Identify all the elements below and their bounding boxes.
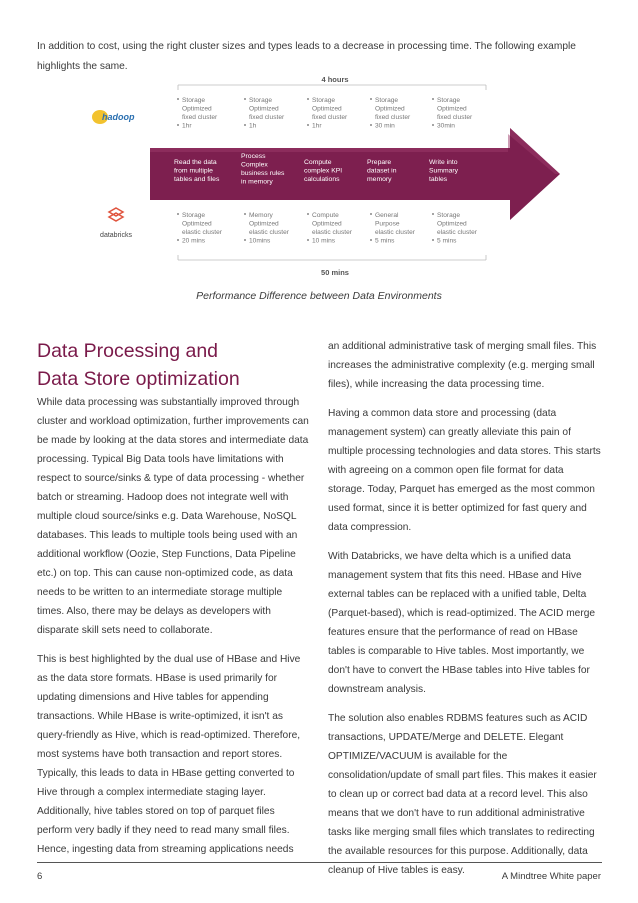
figure-caption: Performance Difference between Data Environments <box>196 290 442 302</box>
top-bullet-line: Storage <box>375 97 399 104</box>
databricks-stack-icon-2 <box>109 213 123 221</box>
bottom-bullet-dot <box>244 213 246 215</box>
performance-diagram <box>90 74 560 284</box>
bottom-bullet-dot <box>432 239 434 241</box>
section-heading <box>37 337 240 393</box>
bottom-bullet-dot <box>370 239 372 241</box>
bottom-bullet-line: elastic cluster <box>182 229 222 236</box>
process-step-line: Prepare <box>367 159 392 166</box>
process-step-line: memory <box>367 176 392 183</box>
top-bullet-dot <box>177 124 179 126</box>
top-bullet-line: Optimized <box>182 105 212 113</box>
right-column <box>328 337 603 890</box>
process-step-line: business rules <box>241 170 285 177</box>
process-step-line: Complex <box>241 161 268 169</box>
bottom-bullet-line: Optimized <box>249 220 279 228</box>
top-total-label: 4 hours <box>321 75 349 84</box>
top-bullet-dot <box>432 98 434 100</box>
process-step-line: from multiple <box>174 167 213 175</box>
databricks-logo-text: databricks <box>100 232 132 239</box>
bottom-bullet-line: elastic cluster <box>312 229 352 236</box>
top-bullet-line: 1hr <box>182 122 192 130</box>
body-paragraph: Having a common data store and processing (data management system) can greatly alleviate this pain of multiple processing technologies and data stores. This starts with agreeing on a common open file format for data storage. Today, Parquet has emerged as the most common used format, since it is better optimized for fast query and data compression. <box>328 408 601 533</box>
top-bullet-line: 30min <box>437 122 455 130</box>
top-bullet-line: Storage <box>312 97 336 104</box>
body-paragraph: an additional administrative task of merging small files. This increases the administrative complexity (e.g. merging small files), while increasing the data processing time. <box>328 341 597 390</box>
process-step-line: in memory <box>241 178 273 186</box>
bottom-bullet-line: Purpose <box>375 220 400 228</box>
intro-paragraph: In addition to cost, using the right cluster sizes and types leads to a decrease in processing time. The following example highlights the same. <box>37 41 576 72</box>
top-bullet-line: Optimized <box>312 105 342 113</box>
bottom-bullet-line: Storage <box>182 212 206 219</box>
top-bullet-dot <box>307 124 309 126</box>
process-step-line: Process <box>241 153 266 160</box>
bottom-bullet-line: Compute <box>312 212 339 219</box>
process-step-line: tables <box>429 176 448 183</box>
bottom-bullet-line: Optimized <box>437 220 467 228</box>
bottom-bullet-line: Optimized <box>182 220 212 228</box>
process-step-line: calculations <box>304 176 340 183</box>
bottom-bullet-dot <box>244 239 246 241</box>
process-step-line: Write into <box>429 159 458 166</box>
bottom-bullet-line: elastic cluster <box>375 229 415 236</box>
top-bullet-dot <box>370 124 372 126</box>
bottom-bullet-line: 20 mins <box>182 237 206 245</box>
top-bullet-line: 30 min <box>375 122 395 130</box>
top-bullet-line: fixed cluster <box>249 114 285 121</box>
process-step-line: complex KPI <box>304 167 343 175</box>
body-paragraph: The solution also enables RDBMS features such as ACID transactions, UPDATE/Merge and DELETE. Elegant OPTIMIZE/VACUUM is available for the consolidation/update of small part files. This makes it easier to clean up or correct bad data at a record level. This also means that we don't have to run additional administrative tasks like merging small files which translates to redirecting the available resources for this purpose. Additionally, data cleanup of Hive tables is easy. <box>328 713 597 876</box>
bottom-bullet-line: General <box>375 212 399 219</box>
bottom-bullet-line: Storage <box>437 212 461 219</box>
bottom-bullet-line: elastic cluster <box>437 229 477 236</box>
process-step-line: Summary <box>429 167 459 175</box>
bottom-bullet-dot <box>432 213 434 215</box>
section-heading-line-1: Data Processing and <box>37 340 219 362</box>
page-number: 6 <box>37 871 43 882</box>
top-bullet-line: fixed cluster <box>182 114 218 121</box>
top-bullets-group <box>177 97 473 130</box>
bottom-bullet-dot <box>370 213 372 215</box>
bottom-bullet-line: Optimized <box>312 220 342 228</box>
top-bullet-line: Optimized <box>375 105 405 113</box>
top-bullet-dot <box>177 98 179 100</box>
top-bullet-line: Storage <box>437 97 461 104</box>
footer-brand: A Mindtree White paper <box>501 871 601 882</box>
bottom-bullet-line: 5 mins <box>437 237 457 245</box>
process-step-line: dataset in <box>367 167 397 175</box>
top-bullet-line: fixed cluster <box>312 114 348 121</box>
top-bullet-line: Optimized <box>437 105 467 113</box>
body-paragraph: With Databricks, we have delta which is a unified data management system that fits this need. HBase and Hive external tables can be replaced with a unified table, Delta (Parquet-based), which is read-optimized. The ACID merge features ensure that the performance of read on HBase tables is comparable to Hive tables. Most importantly, we don't have to convert the HBase tables into Hive tables for downstream analysis. <box>328 551 596 695</box>
process-step-line: Compute <box>304 159 332 166</box>
bottom-bullet-line: 10 mins <box>312 237 336 245</box>
left-column <box>37 393 309 869</box>
top-bullet-line: 1h <box>249 122 257 130</box>
section-heading-line-2: Data Store optimization <box>37 368 240 390</box>
top-bullet-dot <box>244 124 246 126</box>
footer-divider <box>37 862 602 863</box>
top-bullet-dot <box>370 98 372 100</box>
top-bullet-dot <box>244 98 246 100</box>
databricks-logo <box>100 208 132 239</box>
bottom-total-label: 50 mins <box>321 268 349 277</box>
databricks-stack-icon <box>109 208 123 216</box>
bottom-bullet-line: elastic cluster <box>249 229 289 236</box>
bottom-bullet-line: Memory <box>249 212 273 219</box>
bottom-bullet-dot <box>307 213 309 215</box>
bottom-bullets-group <box>177 212 478 245</box>
top-bullet-line: fixed cluster <box>375 114 411 121</box>
top-bullet-line: Optimized <box>249 105 279 113</box>
bottom-bullet-line: 5 mins <box>375 237 395 245</box>
top-bullet-dot <box>432 124 434 126</box>
top-bullet-dot <box>307 98 309 100</box>
bottom-bullet-dot <box>177 239 179 241</box>
process-step-line: tables and files <box>174 176 220 183</box>
bottom-bullet-dot <box>177 213 179 215</box>
bottom-bullet-line: 10mins <box>249 237 271 245</box>
bottom-bullet-dot <box>307 239 309 241</box>
top-bullet-line: Storage <box>182 97 206 104</box>
body-paragraph: While data processing was substantially improved through cluster and workload optimization, further improvements can be made by looking at the data stores and intermediate data processing. Typical Big Data tools have limitations with respect to source/sinks & type of data processing - whether batch or streaming. Hadoop does not integrate well with multiple cloud source/sinks e.g. Data Warehouse, NoSQL databases. This leads to multiple tools being used with an additional workflow (Oozie, Step Functions, Data Pipeline etc.) on top. This can cause non-optimized code, as data needs to be written to an intermediate storage multiple times. Also, there may be delays as developers with disparate skill sets need to collaborate. <box>37 397 309 636</box>
body-paragraph: This is best highlighted by the dual use of HBase and Hive as the data store formats. HBase is used primarily for updating dimensions and Hive tables for appending transactions. While HBase is write-optimized, it isn't as query-friendly as Hive, which is read-optimized. Therefore, most systems have both transaction and report stores. Typically, this leads to data in HBase getting converted to Hive through a complex intermediate staging layer. Additionally, hive tables stored on top of parquet files perform very badly if they need to read many small files. Hence, ingesting data from streaming applications needs <box>37 654 301 855</box>
performance-diagram-svg <box>90 74 560 284</box>
top-bullet-line: 1hr <box>312 122 322 130</box>
hadoop-logo-text: hadoop <box>102 112 135 122</box>
hadoop-logo <box>92 110 135 124</box>
top-bullet-line: fixed cluster <box>437 114 473 121</box>
top-bullet-line: Storage <box>249 97 273 104</box>
process-step-line: Read the data <box>174 159 217 166</box>
